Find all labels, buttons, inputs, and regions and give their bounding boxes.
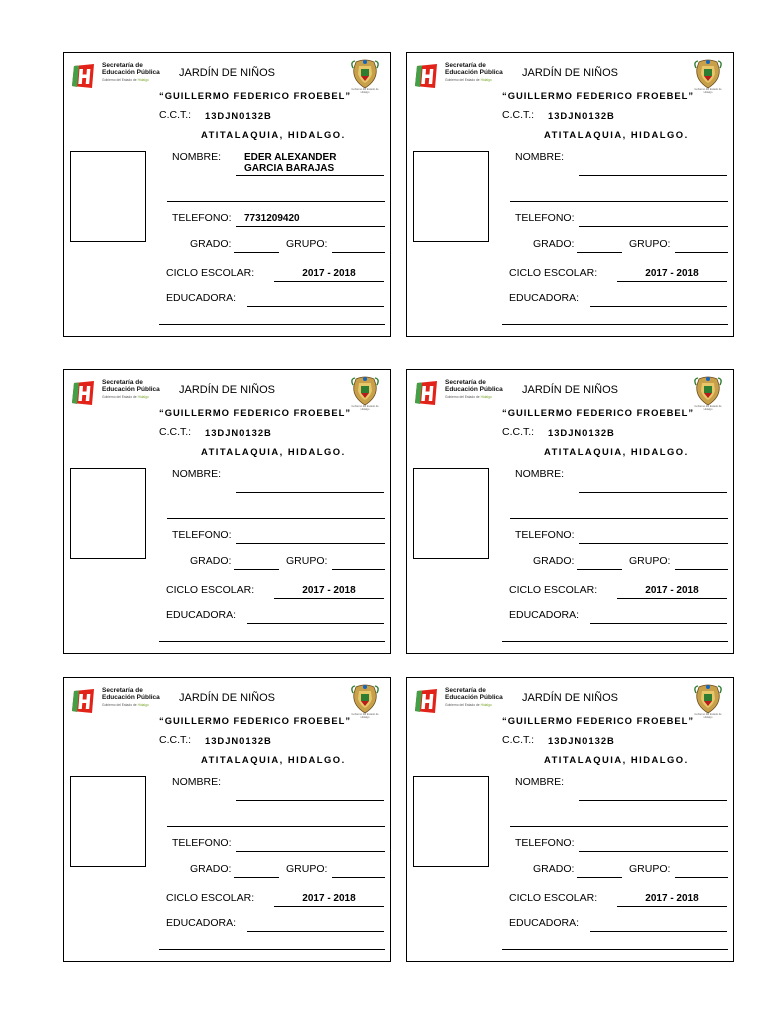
secretaria-text: Secretaría de Educación Pública (102, 687, 160, 701)
signature-line (159, 324, 385, 325)
educadora-line (590, 306, 727, 307)
ciclo-line (617, 906, 727, 907)
secretaria-subtext: Gobierno del Estado de Hidalgo (102, 78, 149, 82)
telefono-line (579, 543, 728, 544)
grupo-label: GRUPO: (629, 863, 671, 875)
nombre-value: EDER ALEXANDER GARCIA BARAJAS (244, 152, 337, 174)
telefono-label: TELEFONO: (172, 529, 232, 541)
nombre-line-2 (167, 518, 385, 519)
grupo-label: GRUPO: (286, 555, 328, 567)
card-title: JARDÍN DE NIÑOS (522, 67, 618, 79)
telefono-value: 7731209420 (244, 213, 300, 224)
telefono-line (579, 226, 728, 227)
id-card-5 (63, 677, 391, 962)
educadora-line (247, 306, 384, 307)
school-name: “GUILLERMO FEDERICO FROEBEL” (502, 715, 695, 726)
nombre-label: NOMBRE: (515, 776, 565, 788)
secretaria-text: Secretaría de Educación Pública (102, 62, 160, 76)
secretaria-subtext: Gobierno del Estado de Hidalgo (102, 395, 149, 399)
grado-label: GRADO: (190, 238, 232, 250)
secretaria-text: Secretaría de Educación Pública (445, 62, 503, 76)
school-name: “GUILLERMO FEDERICO FROEBEL” (159, 90, 352, 101)
educadora-label: EDUCADORA: (166, 917, 237, 929)
grupo-label: GRUPO: (629, 238, 671, 250)
nombre-line (579, 175, 727, 176)
card-title: JARDÍN DE NIÑOS (522, 384, 618, 396)
nombre-label: NOMBRE: (172, 468, 222, 480)
nombre-line (236, 175, 384, 176)
emblem-caption: Gobierno del Estado de Hidalgo (351, 88, 379, 94)
cct-label: C.C.T.: (159, 109, 192, 121)
grupo-line (332, 569, 385, 570)
telefono-label: TELEFONO: (515, 529, 575, 541)
photo-box (413, 151, 489, 242)
grupo-line (332, 877, 385, 878)
nombre-line (579, 492, 727, 493)
grado-line (234, 877, 279, 878)
educadora-label: EDUCADORA: (509, 917, 580, 929)
cct-label: C.C.T.: (159, 426, 192, 438)
nombre-line (579, 800, 727, 801)
educadora-line (590, 931, 727, 932)
grado-label: GRADO: (533, 863, 575, 875)
id-card-4 (406, 369, 734, 654)
grupo-line (675, 252, 728, 253)
grado-label: GRADO: (190, 863, 232, 875)
cct-value: 13DJN0132B (548, 110, 615, 121)
telefono-label: TELEFONO: (172, 837, 232, 849)
city: ATITALAQUIA, HIDALGO. (201, 446, 346, 457)
card-title: JARDÍN DE NIÑOS (179, 384, 275, 396)
signature-line (159, 641, 385, 642)
school-name: “GUILLERMO FEDERICO FROEBEL” (502, 90, 695, 101)
educadora-label: EDUCADORA: (166, 609, 237, 621)
secretaria-subtext: Gobierno del Estado de Hidalgo (445, 78, 492, 82)
educadora-label: EDUCADORA: (509, 609, 580, 621)
school-name: “GUILLERMO FEDERICO FROEBEL” (159, 407, 352, 418)
ciclo-value: 2017 - 2018 (645, 268, 699, 279)
ciclo-value: 2017 - 2018 (302, 268, 356, 279)
secretaria-text: Secretaría de Educación Pública (445, 379, 503, 393)
city: ATITALAQUIA, HIDALGO. (544, 754, 689, 765)
signature-line (502, 324, 728, 325)
telefono-label: TELEFONO: (515, 212, 575, 224)
grupo-label: GRUPO: (629, 555, 671, 567)
nombre-label: NOMBRE: (172, 776, 222, 788)
id-card-6 (406, 677, 734, 962)
grado-line (577, 569, 622, 570)
photo-box (70, 151, 146, 242)
ciclo-line (274, 598, 384, 599)
ciclo-line (617, 281, 727, 282)
photo-box (413, 776, 489, 867)
secretaria-subtext: Gobierno del Estado de Hidalgo (445, 703, 492, 707)
emblem-caption: Gobierno del Estado de Hidalgo (694, 88, 722, 94)
photo-box (70, 468, 146, 559)
cct-label: C.C.T.: (502, 109, 535, 121)
educadora-label: EDUCADORA: (509, 292, 580, 304)
cct-label: C.C.T.: (502, 734, 535, 746)
id-card-3 (63, 369, 391, 654)
signature-line (502, 641, 728, 642)
school-name: “GUILLERMO FEDERICO FROEBEL” (502, 407, 695, 418)
educadora-label: EDUCADORA: (166, 292, 237, 304)
signature-line (159, 949, 385, 950)
educadora-line (247, 931, 384, 932)
nombre-label: NOMBRE: (515, 151, 565, 163)
ciclo-value: 2017 - 2018 (645, 893, 699, 904)
ciclo-label: CICLO ESCOLAR: (166, 584, 255, 596)
grado-label: GRADO: (190, 555, 232, 567)
telefono-line (236, 851, 385, 852)
cct-value: 13DJN0132B (548, 427, 615, 438)
nombre-line-2 (167, 201, 385, 202)
emblem-caption: Gobierno del Estado de Hidalgo (694, 713, 722, 719)
ciclo-label: CICLO ESCOLAR: (509, 584, 598, 596)
nombre-label: NOMBRE: (515, 468, 565, 480)
emblem-caption: Gobierno del Estado de Hidalgo (351, 713, 379, 719)
ciclo-label: CICLO ESCOLAR: (166, 267, 255, 279)
ciclo-value: 2017 - 2018 (302, 893, 356, 904)
cct-value: 13DJN0132B (205, 427, 272, 438)
nombre-line-2 (510, 201, 728, 202)
ciclo-label: CICLO ESCOLAR: (509, 267, 598, 279)
telefono-label: TELEFONO: (515, 837, 575, 849)
ciclo-value: 2017 - 2018 (302, 585, 356, 596)
ciclo-label: CICLO ESCOLAR: (166, 892, 255, 904)
photo-box (70, 776, 146, 867)
ciclo-line (274, 906, 384, 907)
grado-label: GRADO: (533, 238, 575, 250)
signature-line (502, 949, 728, 950)
card-title: JARDÍN DE NIÑOS (522, 692, 618, 704)
grupo-line (332, 252, 385, 253)
secretaria-text: Secretaría de Educación Pública (102, 379, 160, 393)
educadora-line (247, 623, 384, 624)
cct-label: C.C.T.: (159, 734, 192, 746)
telefono-line (236, 226, 385, 227)
grado-line (577, 877, 622, 878)
city: ATITALAQUIA, HIDALGO. (544, 129, 689, 140)
grupo-label: GRUPO: (286, 863, 328, 875)
telefono-label: TELEFONO: (172, 212, 232, 224)
id-card-1 (63, 52, 391, 337)
educadora-line (590, 623, 727, 624)
nombre-label: NOMBRE: (172, 151, 222, 163)
nombre-line-2 (167, 826, 385, 827)
grupo-line (675, 877, 728, 878)
city: ATITALAQUIA, HIDALGO. (201, 754, 346, 765)
nombre-line-2 (510, 518, 728, 519)
secretaria-subtext: Gobierno del Estado de Hidalgo (445, 395, 492, 399)
school-name: “GUILLERMO FEDERICO FROEBEL” (159, 715, 352, 726)
photo-box (413, 468, 489, 559)
city: ATITALAQUIA, HIDALGO. (201, 129, 346, 140)
ciclo-line (617, 598, 727, 599)
cct-label: C.C.T.: (502, 426, 535, 438)
ciclo-value: 2017 - 2018 (645, 585, 699, 596)
nombre-line (236, 492, 384, 493)
telefono-line (579, 851, 728, 852)
grupo-label: GRUPO: (286, 238, 328, 250)
cct-value: 13DJN0132B (205, 735, 272, 746)
nombre-line-2 (510, 826, 728, 827)
city: ATITALAQUIA, HIDALGO. (544, 446, 689, 457)
secretaria-subtext: Gobierno del Estado de Hidalgo (102, 703, 149, 707)
grado-label: GRADO: (533, 555, 575, 567)
nombre-line (236, 800, 384, 801)
id-card-2 (406, 52, 734, 337)
telefono-line (236, 543, 385, 544)
emblem-caption: Gobierno del Estado de Hidalgo (694, 405, 722, 411)
ciclo-line (274, 281, 384, 282)
grupo-line (675, 569, 728, 570)
grado-line (234, 252, 279, 253)
ciclo-label: CICLO ESCOLAR: (509, 892, 598, 904)
cct-value: 13DJN0132B (205, 110, 272, 121)
card-title: JARDÍN DE NIÑOS (179, 692, 275, 704)
grado-line (577, 252, 622, 253)
emblem-caption: Gobierno del Estado de Hidalgo (351, 405, 379, 411)
card-title: JARDÍN DE NIÑOS (179, 67, 275, 79)
grado-line (234, 569, 279, 570)
secretaria-text: Secretaría de Educación Pública (445, 687, 503, 701)
cct-value: 13DJN0132B (548, 735, 615, 746)
